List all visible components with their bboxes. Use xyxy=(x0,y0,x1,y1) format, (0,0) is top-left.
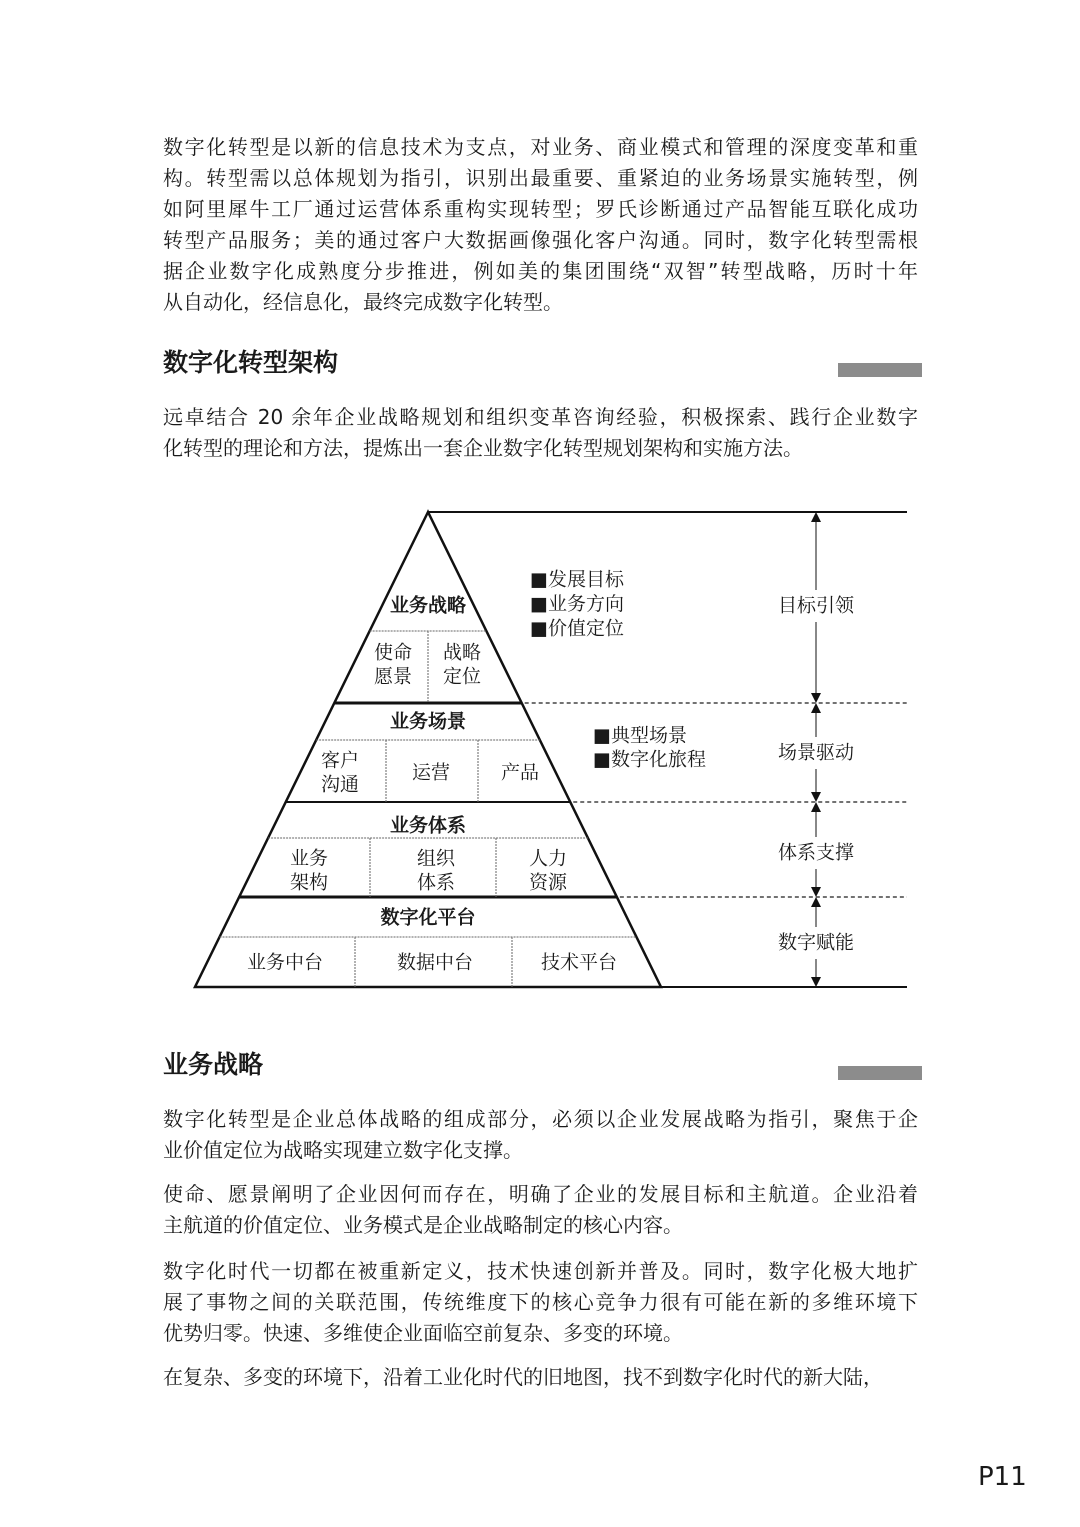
diagram-label: 资源 xyxy=(528,871,568,894)
diagram-label: ■数字化旅程 xyxy=(593,748,706,771)
diagram-label: 业务 xyxy=(289,847,329,870)
text-line: 从自动化，经信息化，最终完成数字化转型。 xyxy=(163,290,563,314)
body-paragraph xyxy=(163,1104,918,1166)
diagram-label: 定位 xyxy=(442,665,482,688)
diagram-label: 目标引领 xyxy=(777,594,855,617)
text-line: 业价值定位为战略实现建立数字化支撑。 xyxy=(163,1138,523,1162)
diagram-label: 架构 xyxy=(289,871,329,894)
diagram-label: 业务场景 xyxy=(389,710,467,733)
arrow-down-icon xyxy=(811,887,821,897)
text-line: 优势归零。快速、多维使企业面临空前复杂、多变的环境。 xyxy=(163,1321,683,1345)
diagram-label: 战略 xyxy=(442,641,482,664)
diagram-label: 体系支撑 xyxy=(777,841,855,864)
diagram-label: 体系 xyxy=(416,871,456,894)
text-line: 远卓结合 20 余年企业战略规划和组织变革咨询经验，积极探索、践行企业数字 xyxy=(163,405,918,429)
section-heading-business-strategy: 业务战略 xyxy=(163,1050,264,1079)
text-line: 构。转型需以总体规划为指引，识别出最重要、重紧迫的业务场景实施转型，例 xyxy=(163,166,918,190)
diagram-label: 业务中台 xyxy=(246,951,324,974)
body-paragraph xyxy=(163,1256,918,1349)
diagram-label: 客户 xyxy=(320,749,360,772)
diagram-label: ■价值定位 xyxy=(530,617,624,640)
text-line: 转型产品服务；美的通过客户大数据画像强化客户沟通。同时，数字化转型需根 xyxy=(163,228,918,252)
arrow-down-icon xyxy=(811,792,821,802)
text-line: 数字化转型是以新的信息技术为支点，对业务、商业模式和管理的深度变革和重 xyxy=(163,135,918,159)
diagram-label: ■发展目标 xyxy=(530,568,624,591)
body-paragraph xyxy=(163,1362,918,1393)
diagram-label: 数字化平台 xyxy=(380,906,476,929)
arrow-down-icon xyxy=(811,977,821,987)
diagram-label: 愿景 xyxy=(373,665,413,688)
diagram-label: 沟通 xyxy=(320,773,360,796)
diagram-label: 数据中台 xyxy=(396,951,474,974)
diagram-label: 人力 xyxy=(528,847,568,870)
diagram-label: 业务体系 xyxy=(389,814,467,837)
diagram-label: 数字赋能 xyxy=(777,931,855,954)
diagram-label: 运营 xyxy=(411,761,451,784)
text-line: 数字化转型是企业总体战略的组成部分，必须以企业发展战略为指引，聚焦于企 xyxy=(163,1107,918,1131)
diagram-label: 产品 xyxy=(500,761,540,784)
diagram-label: 业务战略 xyxy=(389,594,467,617)
diagram-label: 组织 xyxy=(416,847,456,870)
arrow-down-icon xyxy=(811,693,821,703)
page-number: P11 xyxy=(978,1462,1027,1492)
arrow-up-icon xyxy=(811,897,821,907)
text-line: 如阿里犀牛工厂通过运营体系重构实现转型；罗氏诊断通过产品智能互联化成功 xyxy=(163,197,918,221)
diagram-label: ■典型场景 xyxy=(593,724,687,747)
body-paragraph xyxy=(163,1179,918,1241)
diagram-label: 技术平台 xyxy=(540,951,618,974)
diagram-label: 场景驱动 xyxy=(777,741,855,764)
arrow-up-icon xyxy=(811,802,821,812)
text-line: 数字化时代一切都在被重新定义，技术快速创新并普及。同时，数字化极大地扩 xyxy=(163,1259,918,1283)
text-line: 展了事物之间的关联范围，传统维度下的核心竞争力很有可能在新的多维环境下 xyxy=(163,1290,918,1314)
arrow-up-icon xyxy=(811,512,821,522)
text-line: 据企业数字化成熟度分步推进，例如美的集团围绕“双智”转型战略，历时十年 xyxy=(163,259,918,283)
text-line: 在复杂、多变的环境下，沿着工业化时代的旧地图，找不到数字化时代的新大陆， xyxy=(163,1365,883,1389)
diagram-label: ■业务方向 xyxy=(530,593,624,615)
text-line: 化转型的理论和方法，提炼出一套企业数字化转型规划架构和实施方法。 xyxy=(163,436,803,460)
heading-accent-bar xyxy=(838,1066,922,1080)
section-heading-architecture: 数字化转型架构 xyxy=(163,348,339,377)
text-line: 使命、愿景阐明了企业因何而存在，明确了企业的发展目标和主航道。企业沿着 xyxy=(163,1182,918,1206)
diagram-label: 使命 xyxy=(373,641,413,664)
arrow-up-icon xyxy=(811,703,821,713)
text-line: 主航道的价值定位、业务模式是企业战略制定的核心内容。 xyxy=(163,1213,683,1237)
